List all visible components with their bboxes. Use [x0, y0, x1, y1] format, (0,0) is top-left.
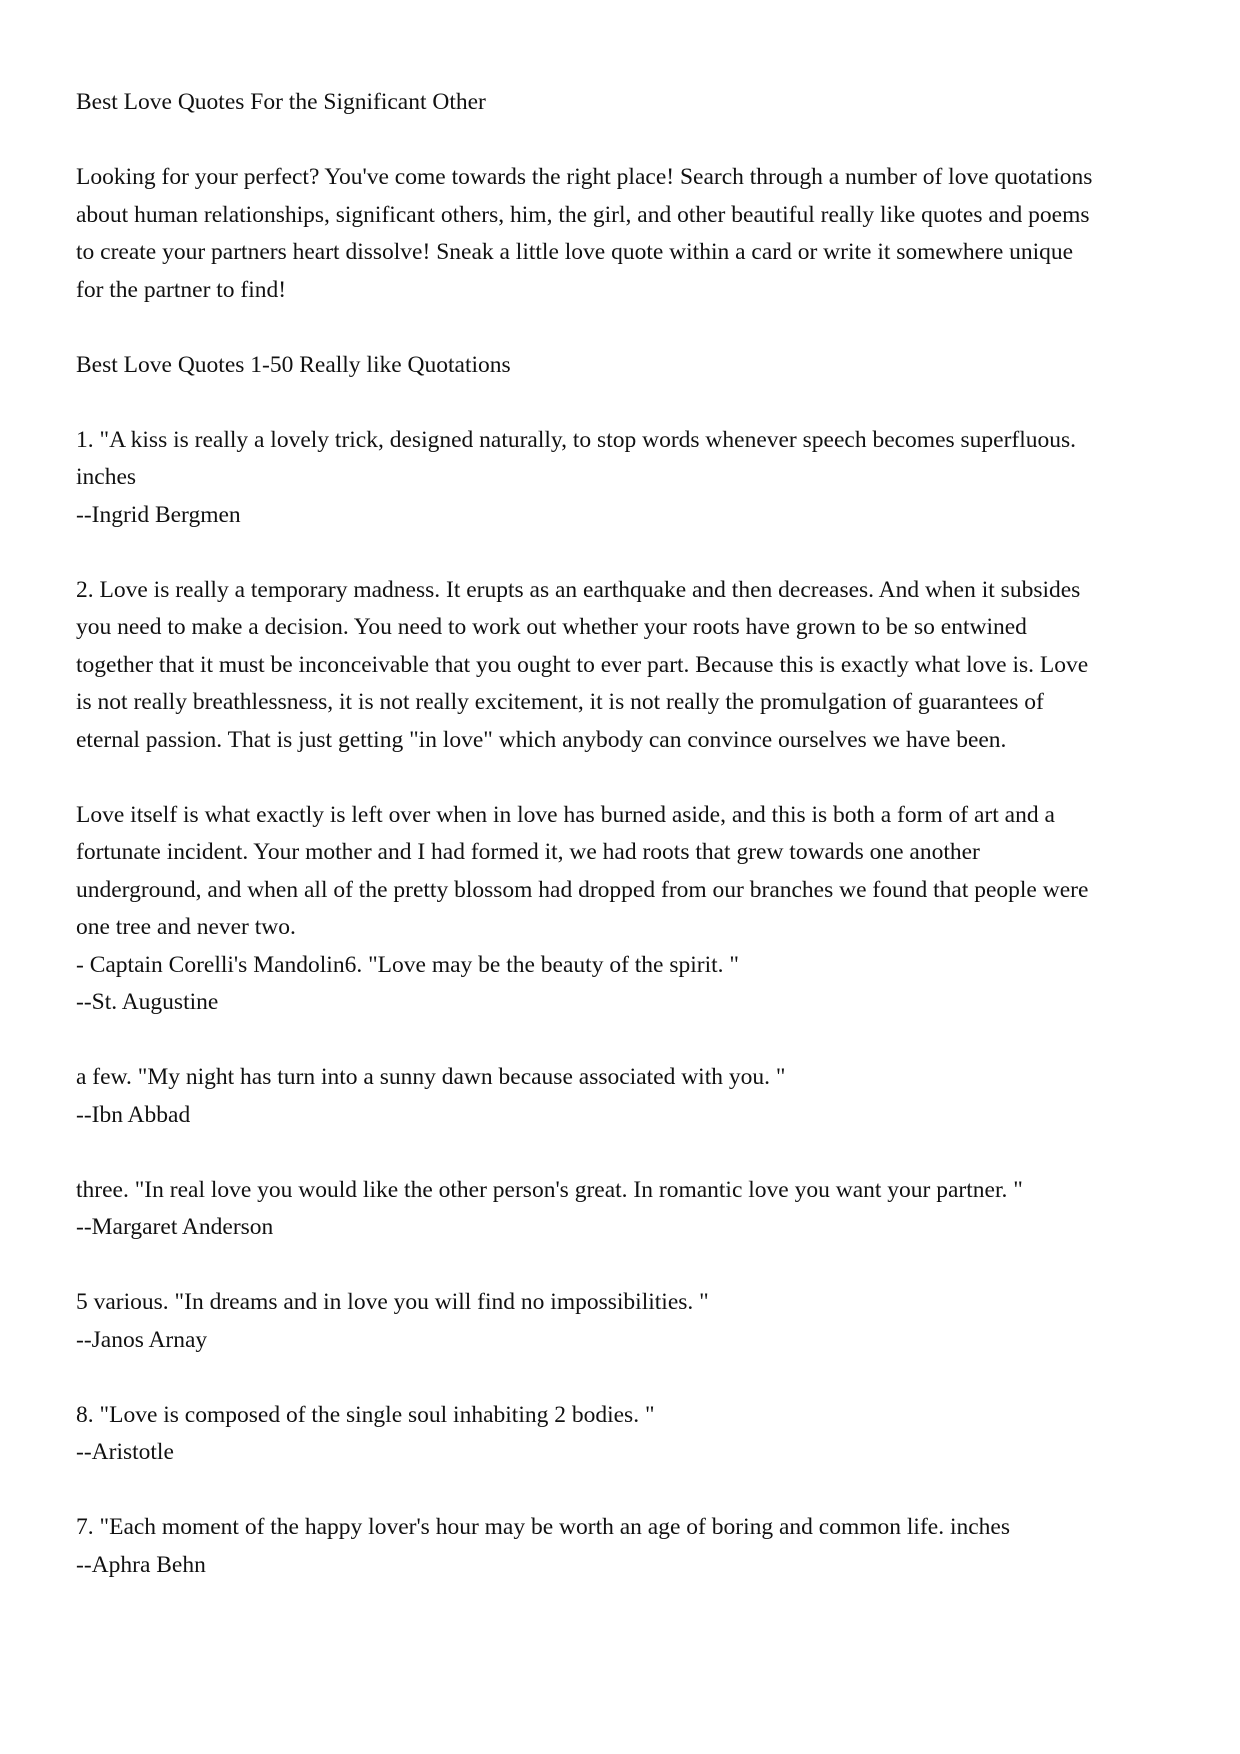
quote-text: 1. "A kiss is really a lovely trick, designed naturally, to stop words whenever speech becomes superfluous.	[76, 426, 1077, 453]
quote-text: eternal passion. That is just getting "in love" which anybody can convince ourselves we have been.	[76, 726, 1007, 753]
quote-text: underground, and when all of the pretty blossom had dropped from our branches we found that people were	[76, 876, 1089, 903]
quote-author: --St. Augustine	[76, 989, 219, 1015]
section-heading: Best Love Quotes 1-50 Really like Quotations	[76, 351, 511, 378]
quote-text: inches	[76, 464, 137, 490]
quote-text: 7. "Each moment of the happy lover's hour may be worth an age of boring and common life. inches	[76, 1514, 1010, 1540]
quote-text: is not really breathlessness, it is not really excitement, it is not really the promulgation of guarantees of	[76, 689, 1044, 715]
quote-text: three. "In real love you would like the other person's great. In romantic love you want your partner. "	[76, 1176, 1023, 1203]
quote-author: --Margaret Anderson	[76, 1214, 274, 1240]
quote-text: a few. "My night has turn into a sunny dawn because associated with you. "	[76, 1064, 786, 1090]
quote-text: fortunate incident. Your mother and I had formed it, we had roots that grew towards one another	[76, 839, 980, 865]
intro-line: Looking for your perfect? You've come towards the right place! Search through a number of love quotations	[76, 164, 1093, 190]
document-title: Best Love Quotes For the Significant Other	[76, 89, 486, 115]
intro-line: to create your partners heart dissolve! Sneak a little love quote within a card or write it somewhere unique	[76, 239, 1074, 265]
quote-text: 2. Love is really a temporary madness. It erupts as an earthquake and then decreases. And when it subsides	[76, 576, 1081, 603]
quote-2	[76, 572, 1172, 760]
quote-author: --Ibn Abbad	[76, 1101, 191, 1128]
quote-5	[76, 1284, 1172, 1359]
quote-text: 5 various. "In dreams and in love you will find no impossibilities. "	[76, 1289, 709, 1315]
quote-4	[76, 1172, 1172, 1247]
intro-line: for the partner to find!	[76, 276, 287, 303]
intro-paragraph	[76, 159, 1172, 309]
quote-author: --Aristotle	[76, 1439, 174, 1465]
quote-author: --Ingrid Bergmen	[76, 501, 241, 528]
document-page	[76, 84, 1172, 1622]
quote-6	[76, 1397, 1172, 1472]
quote-text: 8. "Love is composed of the single soul inhabiting 2 bodies. "	[76, 1401, 655, 1428]
quote-7	[76, 1509, 1172, 1584]
quote-author: --Aphra Behn	[76, 1551, 206, 1578]
quote-text: - Captain Corelli's Mandolin6. "Love may be the beauty of the spirit. "	[76, 951, 740, 978]
quote-3	[76, 1059, 1172, 1134]
quote-text: one tree and never two.	[76, 914, 296, 940]
quote-author: --Janos Arnay	[76, 1326, 208, 1353]
quote-text: together that it must be inconceivable that you ought to ever part. Because this is exactly what love is. Love	[76, 651, 1089, 678]
quote-text: you need to make a decision. You need to work out whether your roots have grown to be so entwined	[76, 614, 1027, 640]
quote-2-continued	[76, 797, 1172, 1022]
quote-1	[76, 422, 1172, 535]
intro-line: about human relationships, significant others, him, the girl, and other beautiful really like quotes and poems	[76, 201, 1090, 228]
quote-text: Love itself is what exactly is left over when in love has burned aside, and this is both a form of art and a	[76, 801, 1055, 828]
